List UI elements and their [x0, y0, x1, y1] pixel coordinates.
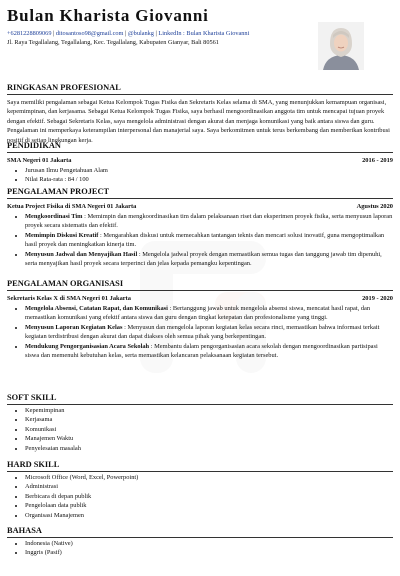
list-item: • Nilai Rata-rata : 84 / 100 [25, 175, 393, 184]
list-item: • Menyusun Jadwal dan Menyajikan Hasil : Mengelola jadwal proyek dengan memastikan semua tugas dan tanggung jawab tim dipenuhi, serta menyajikan hasil proyek secara terperinci dan jelas kepada pemangku kepentingan. [25, 250, 393, 269]
profile-photo [318, 22, 364, 70]
section-title: PENGALAMAN PROJECT [7, 187, 110, 196]
linkedin-link[interactable]: LinkedIn : Bulan Kharista Giovanni [158, 30, 250, 37]
contact-line [7, 29, 307, 38]
section-title: HARD SKILL [7, 460, 60, 469]
section-divider [7, 404, 393, 405]
list-item: • Kerjasama [25, 415, 393, 424]
list-item: • Kepemimpinan [25, 406, 393, 415]
organization-list [7, 304, 393, 360]
education-row [7, 156, 393, 165]
language-list [7, 539, 393, 558]
email-link[interactable]: ditosantoso98@gmail.com [55, 30, 124, 37]
list-item: • Inggris (Pasif) [25, 548, 393, 557]
candidate-name: Bulan Kharista Giovanni [7, 6, 209, 25]
list-item: • Berbicara di depan publik [25, 492, 393, 501]
separator: | [125, 30, 127, 37]
section-title: PENGALAMAN ORGANISASI [7, 279, 124, 288]
soft-skill-section [7, 392, 393, 453]
section-divider [7, 198, 393, 199]
organization-period: 2019 - 2020 [362, 295, 393, 302]
project-role: Ketua Project Fisika di SMA Negeri 01 Jakarta [7, 203, 137, 210]
list-item: • Pengelolaan data publik [25, 501, 393, 510]
list-item: • Indonesia (Native) [25, 539, 393, 548]
section-title: RINGKASAN PROFESIONAL [7, 83, 121, 92]
social-handle-link[interactable]: @bulankg [127, 30, 154, 37]
organization-row [7, 294, 393, 303]
summary-section [7, 82, 393, 145]
list-item: • Microsoft Office (Word, Excel, Powerpoint) [25, 473, 393, 482]
section-title: SOFT SKILL [7, 393, 57, 402]
project-list [7, 212, 393, 268]
section-divider [7, 537, 393, 538]
hard-skill-list [7, 473, 393, 520]
list-item: • Komunikasi [25, 425, 393, 434]
list-item: • Penyelesaian masalah [25, 444, 393, 453]
list-item: • Manajemen Waktu [25, 434, 393, 443]
section-divider [7, 290, 393, 291]
list-item: • Mengelola Absensi, Catatan Rapat, dan Komunikasi : Bertanggung jawab untuk mengelola absensi siswa, mencatat hasil rapat, dan memastikan komunikasi yang efektif antara siswa dan guru dengan tingkat ketepatan dan profesionalisme yang tinggi. [25, 304, 393, 323]
section-title: PENDIDIKAN [7, 141, 61, 150]
section-divider [7, 94, 393, 95]
project-section [7, 186, 393, 268]
list-item: • Mengkoordinasi Tim : Memimpin dan mengkoordinasikan tim dalam pelaksanaan riset dan eksperimen proyek fisika, serta menyusun laporan proyek secara sistematis dan efektif. [25, 212, 393, 231]
section-divider [7, 152, 393, 153]
project-row [7, 202, 393, 211]
header [7, 6, 307, 47]
list-item: • Jurusan Ilmu Pengetahuan Alam [25, 166, 393, 175]
separator: | [155, 30, 157, 37]
section-divider [7, 471, 393, 472]
education-period: 2016 - 2019 [362, 157, 393, 164]
school-name: SMA Negeri 01 Jakarta [7, 157, 72, 164]
organization-role: Sekretaris Kelas X di SMA Negeri 01 Jakarta [7, 295, 131, 302]
language-section [7, 525, 393, 558]
list-item: • Administrasi [25, 482, 393, 491]
list-item: • Menyusun Laporan Kegiatan Kelas : Menyusun dan mengelola laporan kegiatan kelas secara rinci, memastikan bahwa informasi terkait kegiatan terdistribusi dengan akurat dan dapat diakses oleh semua pihak yang berkepentingan. [25, 323, 393, 342]
organization-section [7, 278, 393, 360]
education-section [7, 140, 393, 185]
summary-text: Saya memiliki pengalaman sebagai Ketua Kelompok Tugas Fisika dan Sekretaris Kelas selama di SMA, yang menunjukkan kemampuan organisasi, kepemimpinan, dan kerjasama. Sebagai Ketua Kelompok Tugas Fisika, saya berhasil mengoordinasikan anggota tim untuk mencapai tujuan proyek dengan efektif. Sebagai Sekretaris Kelas, saya mengelola administrasi dengan akurat dan menjaga komunikasi yang baik antara siswa dan guru. Pengalaman ini memperkaya keterampilan interpersonal dan manajerial saya. Saya berkomitmen untuk terus berkembang dan memberikan kontribusi positif di setiap lingkungan kerja. [7, 99, 390, 144]
list-item: • Memimpin Diskusi Kreatif : Mengarahkan diskusi untuk memecahkan tantangan teknis dan mencari solusi inovatif, guna mengoptimalkan hasil proyek dan meningkatkan kinerja tim. [25, 231, 393, 250]
list-item: • Mendukung Pengorganisasian Acara Sekolah : Membantu dalam pengorganisasian acara sekolah dengan mengoordinasikan partisipasi siswa dan memenuhi kebutuhan kelas, serta memastikan kelancaran pelaksanaan kegiatan tersebut. [25, 342, 393, 361]
separator: | [53, 30, 55, 37]
phone-link[interactable]: +6281228809069 [7, 30, 52, 37]
list-item: • Organisasi Manajemen [25, 511, 393, 520]
project-period: Agustus 2020 [356, 203, 393, 210]
address: Jl. Raya Tegallalang, Tegallalang, Kec. Tegallalang, Kabupaten Gianyar, Bali 80561 [7, 39, 219, 46]
soft-skill-list [7, 406, 393, 453]
education-list [7, 166, 393, 185]
hard-skill-section [7, 459, 393, 520]
section-title: BAHASA [7, 526, 42, 535]
